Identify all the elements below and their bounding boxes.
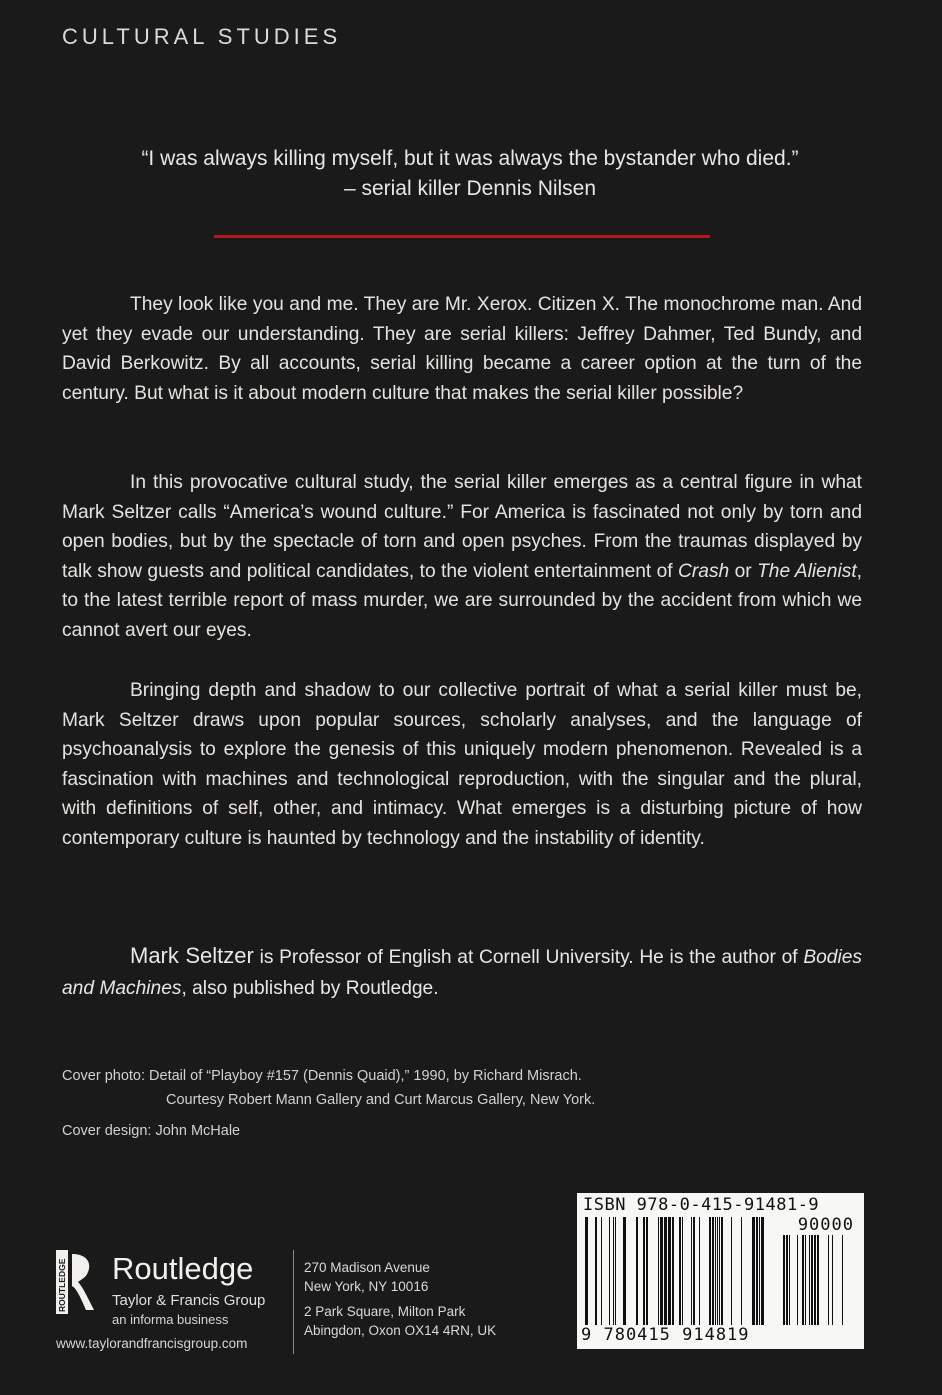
bio-text-b: , also published by Routledge. bbox=[181, 978, 439, 999]
address-us-line-2: New York, NY 10016 bbox=[304, 1279, 429, 1294]
bio-text-a: is Professor of English at Cornell University. He is the author of bbox=[253, 947, 804, 968]
barcode-bar bbox=[709, 1217, 711, 1325]
address-uk-line-2: Abingdon, Oxon OX14 4RN, UK bbox=[304, 1323, 497, 1338]
paragraph-2-text-or: or bbox=[729, 560, 758, 582]
barcode-bar bbox=[786, 1235, 788, 1325]
address-uk-line-1: 2 Park Square, Milton Park bbox=[304, 1304, 466, 1319]
epigraph bbox=[80, 144, 860, 204]
description-paragraph-2 bbox=[62, 468, 862, 645]
barcode-bar bbox=[756, 1217, 758, 1325]
barcode-bar bbox=[741, 1217, 742, 1325]
barcode-bar bbox=[699, 1217, 700, 1325]
cover-design-credit: Cover design: John McHale bbox=[62, 1123, 241, 1139]
bio-book-title: Bodies and Machines bbox=[62, 947, 862, 999]
barcode-bar bbox=[721, 1217, 723, 1325]
barcode-bar bbox=[664, 1217, 667, 1325]
addon-barcode bbox=[773, 1235, 853, 1325]
barcode-bar bbox=[809, 1235, 810, 1325]
publisher-name: Routledge bbox=[112, 1251, 254, 1286]
barcode-bar bbox=[646, 1217, 648, 1325]
barcode-bar bbox=[668, 1217, 671, 1325]
publisher-tagline: an informa business bbox=[112, 1312, 229, 1327]
paragraph-2-text-a: In this provocative cultural study, the serial killer emerges as a central figure in what Mark Seltzer calls “America’s wound culture.” For America is fascinated not only by torn and open bodies, but by the spectacle of torn and open psyches. From the traumas displayed by talk show guests and political candidates, to the violent entertainment of bbox=[62, 472, 862, 582]
addon-number: 90000 bbox=[797, 1215, 854, 1235]
author-bio bbox=[62, 940, 862, 1004]
address-us-line-1: 270 Madison Avenue bbox=[304, 1260, 430, 1275]
barcode-bar bbox=[805, 1235, 806, 1325]
paragraph-2-text-b: , to the latest terrible report of mass murder, we are surrounded by the accident from which we cannot avert our eyes. bbox=[62, 560, 862, 641]
address-us bbox=[304, 1258, 430, 1296]
barcode-bar bbox=[761, 1217, 764, 1325]
barcode-bar bbox=[615, 1217, 616, 1325]
barcode-bar bbox=[660, 1217, 663, 1325]
routledge-logo-icon bbox=[56, 1250, 96, 1314]
author-name: Mark Seltzer bbox=[130, 943, 254, 968]
series-label: CULTURAL STUDIES bbox=[62, 24, 342, 49]
barcode-bar bbox=[789, 1235, 790, 1325]
address-uk bbox=[304, 1302, 496, 1340]
barcode-bar bbox=[595, 1217, 597, 1325]
cover-photo-courtesy: Courtesy Robert Mann Gallery and Curt Marcus Gallery, New York. bbox=[166, 1092, 596, 1108]
cover-photo-credit: Cover photo: Detail of “Playboy #157 (Dennis Quaid),” 1990, by Richard Misrach. bbox=[62, 1068, 582, 1084]
barcode-bar bbox=[585, 1217, 588, 1325]
publisher-url[interactable]: www.taylorandfrancisgroup.com bbox=[56, 1336, 248, 1351]
barcode-panel bbox=[577, 1193, 864, 1349]
barcode-bar bbox=[715, 1217, 716, 1325]
barcode-bar bbox=[802, 1235, 804, 1325]
barcode-bar bbox=[691, 1217, 692, 1325]
description-paragraph-3: Bringing depth and shadow to our collective portrait of what a serial killer must be, Mark Seltzer draws upon popular sources, scholarly analyses, and the language of psychoanalysis to explore the genesis of this uniquely modern phenomenon. Revealed is a fascination with machines and technological reproduction, with the singular and the plural, with definitions of self, other, and intimacy. What emerges is a disturbing picture of how contemporary culture is haunted by technology and the instability of identity. bbox=[62, 680, 862, 849]
publisher-group: Taylor & Francis Group bbox=[112, 1292, 266, 1309]
barcode-bar bbox=[719, 1217, 720, 1325]
red-divider bbox=[214, 235, 710, 238]
barcode-bar bbox=[842, 1235, 843, 1325]
barcode-bar bbox=[759, 1217, 760, 1325]
barcode-bar bbox=[636, 1217, 638, 1325]
barcode-bar bbox=[731, 1217, 732, 1325]
barcode-bar bbox=[717, 1217, 718, 1325]
publisher-divider bbox=[293, 1250, 294, 1354]
barcode-bar bbox=[601, 1217, 602, 1325]
barcode-bar bbox=[783, 1235, 785, 1325]
barcode-bar bbox=[828, 1235, 829, 1325]
title-the-alienist: The Alienist bbox=[757, 560, 857, 582]
barcode-bar bbox=[712, 1217, 714, 1325]
barcode-bar bbox=[672, 1217, 674, 1325]
isbn-text: ISBN 978-0-415-91481-9 bbox=[583, 1195, 820, 1215]
barcode-bar bbox=[682, 1217, 683, 1325]
epigraph-attribution: – serial killer Dennis Nilsen bbox=[343, 177, 597, 200]
ean-barcode bbox=[585, 1217, 769, 1325]
barcode-bar bbox=[609, 1217, 610, 1325]
title-crash: Crash bbox=[678, 560, 730, 582]
barcode-bar bbox=[679, 1217, 681, 1325]
barcode-bar bbox=[797, 1235, 798, 1325]
barcode-bar bbox=[814, 1235, 816, 1325]
barcode-bar bbox=[643, 1217, 645, 1325]
barcode-bar bbox=[832, 1235, 833, 1325]
barcode-bar bbox=[658, 1217, 659, 1325]
ean-number: 9 780415 914819 bbox=[581, 1325, 750, 1345]
barcode-bar bbox=[623, 1217, 626, 1325]
description-paragraph-1: They look like you and me. They are Mr. Xerox. Citizen X. The monochrome man. And yet they evade our understanding. They are serial killers: Jeffrey Dahmer, Ted Bundy, and David Berkowitz. By all accounts, serial killing became a career option at the turn of the century. But what is it about modern culture that makes the serial killer possible? bbox=[62, 294, 862, 404]
barcode-bar bbox=[613, 1217, 614, 1325]
barcode-bar bbox=[811, 1235, 813, 1325]
logo-vertical-text: ROUTLEDGE bbox=[57, 1258, 67, 1312]
barcode-bar bbox=[752, 1217, 755, 1325]
barcode-bar bbox=[817, 1235, 819, 1325]
barcode-bar bbox=[693, 1217, 695, 1325]
epigraph-quote: “I was always killing myself, but it was always the bystander who died.” bbox=[141, 147, 799, 170]
